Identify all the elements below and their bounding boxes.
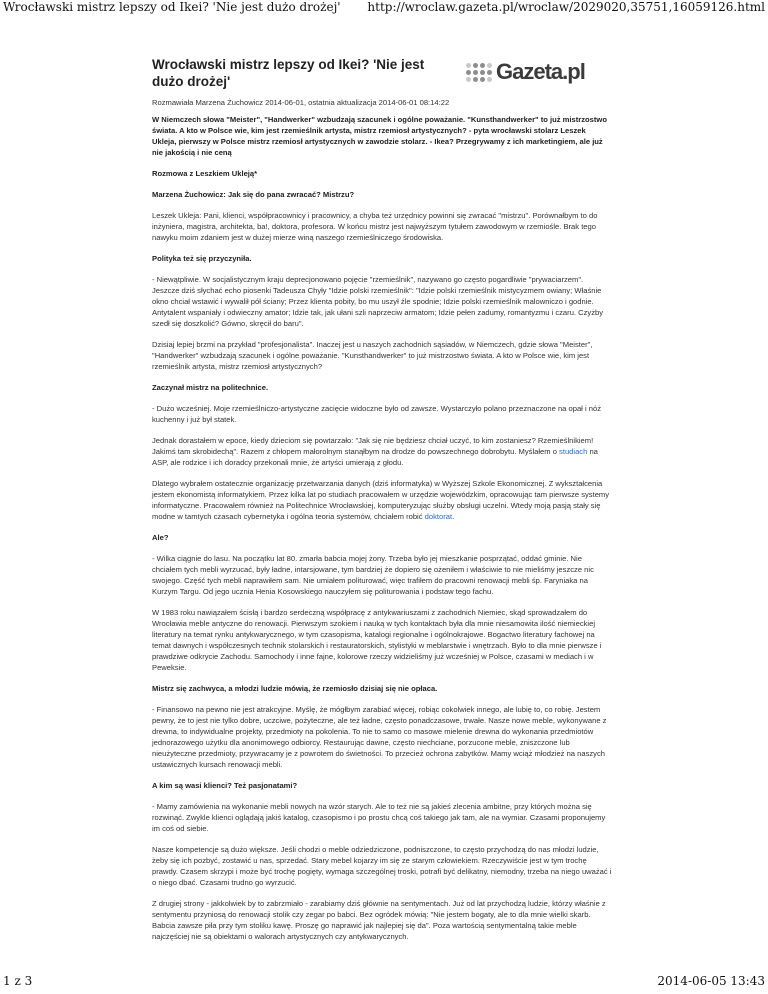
interview-intro: Rozmowa z Leszkiem Ukleją* — [152, 169, 258, 178]
article-lead: W Niemczech słowa "Meister", "Handwerker" wzbudzają szacunek i ogólne poważanie. "Kunsthandwerker" to już mistrzostwo świata. A kto w Polsce wie, kim jest rzemieślnik artysta, mistrz rzemiosł artystycznych? - pyta wrocławski stolarz Leszek Ukleja, pierwszy w Polsce mistrz rzemiosł artystycznych w zawodzie stolarz. - Ikea? Przegrywamy z ich marketingiem, ale już nie jakością i nie ceną — [152, 115, 607, 157]
answer: - Finansowo na pewno nie jest atrakcyjne. Myślę, że mógłbym zarabiać więcej, robiąc cokolwiek innego, ale lubię to, co robię. Jestem pewny, że to jest nie tylko dobre, uczciwe, pożyteczne, ale też ładne, często ponadczasowe, trwałe. Nasze nowe meble, wykonywane z drewna, to indywidualne projekty, przedmioty na pokolenia. To nie to samo co masowe mielenie drewna do wykonania przedmiotów jednorazowego użytku dla anonimowego odbiorcy. Restaurując dawne, często niechciane, porzucone meble, zniszczone lub nieużyteczne przedmioty, przywracamy je z powrotem do świetności. To przecież ochrona zabytków. Mamy wciąż młodzież na naszych ustawicznych kursach renowacji mebli. — [152, 705, 607, 769]
print-header-title: Wrocławski mistrz lepszy od Ikei? 'Nie jest dużo drożej' — [3, 0, 341, 14]
logo-dots-icon — [466, 63, 492, 82]
answer — [152, 435, 612, 468]
question: Polityka też się przyczyniła. — [152, 254, 252, 263]
answer: Leszek Ukleja: Pani, klienci, współpracownicy i pracownicy, a chyba też urzędnicy powinni się zwracać "mistrzu". Porównałbym to do inżyniera, magistra, architekta, ba!, doktora, profesora. W końcu mistrz jest najwyższym tytułem zawodowym w rzemiośle. Brak tego nawyku moim zdaniem jest w dużej mierze winą naszego rzemieślniczego środowiska. — [152, 211, 598, 242]
question: Mistrz się zachwyca, a młodzi ludzie mówią, że rzemiosło dzisiaj się nie opłaca. — [152, 684, 438, 693]
answer: - Wilka ciągnie do lasu. Na początku lat 80. zmarła babcia mojej żony. Trzeba było jej mieszkanie posprzątać, oddać gminie. Nie chciałem tych mebli wyrzucać, były ładne, intarsjowane, tym bardziej że dopiero się ożeniłem i właściwie to nie mieliśmy jeszcze nic swojego. Część tych mebli naprawiłem sam. Nie umiałem politurować, więc trafiłem do pracowni renowacji mebli śp. Faryniaka na Kurzym Targu. Od jego ucznia Henia Kosowskiego nauczyłem się politurowania i podstaw tego fachu. — [152, 554, 594, 596]
print-header-url: http://wroclaw.gazeta.pl/wroclaw/2029020,35751,16059126.html — [367, 0, 765, 14]
question: Ale? — [152, 533, 169, 542]
answer-text: Dlatego wybrałem ostatecznie organizację przetwarzania danych (dziś informatyka) w Wyższej Szkole Ekonomicznej. Z wykształcenia jestem ekonomistą informatykiem. Przez kilka lat po studiach pracowałem w urzędzie wojewódzkim, opracowując tam pierwsze systemy informatyczne. Pracowałem również na Politechnice Wrocławskiej, komputeryzując służby obsługi uczelni. Wtedy moją pasją stały się modne w tamtych czasach cybernetyka i ogólna teoria systemów, chciałem robić — [152, 479, 610, 521]
question: Zaczynał mistrz na politechnice. — [152, 383, 269, 392]
answer: Dzisiaj lepiej brzmi na przykład "profesjonalista". Inaczej jest u naszych zachodnich sąsiadów, w Niemczech, gdzie słowa "Meister", "Handwerker" wzbudzają szacunek i ogólne poważanie. "Kunsthandwerker" to już mistrzostwo świata. A kto w Polsce wie, kim jest rzemieślnik artysta, mistrz rzemiosł artystycznych? — [152, 340, 593, 371]
answer-text: na ASP, ale rodzice i ich doradcy przekonali mnie, że artyści umierają z głodu. — [152, 447, 598, 467]
answer: - Mamy zamówienia na wykonanie mebli nowych na wzór starych. Ale to też nie są jakieś zlecenia ambitne, przy których można się rozwinąć. Zwykle klienci oglądają jakiś katalog, czasopismo i po prostu chcą coś takiego jak tam, ale na wymiar. Czasami proponujemy im coś od siebie. — [152, 802, 606, 833]
doktorat-link[interactable]: doktorat — [424, 512, 453, 521]
answer: - Dużo wcześniej. Moje rzemieślniczo-artystyczne zacięcie widoczne było od zawsze. Wystarczyło polano przeznaczone na opał i nóż kuchenny i już był statek. — [152, 404, 602, 424]
answer: W 1983 roku nawiązałem ścisłą i bardzo serdeczną współpracę z antykwariuszami z zachodnich Niemiec, skąd sprowadzałem do Wrocławia meble antyczne do renowacji. Pierwszym szokiem i nauką w tych kontaktach była dla mnie niesamowita ilość niemieckiej literatury na temat rynku antykwarycznego, w tym czasopisma, katalogi regionalne i ogólnokrajowe. Bogactwo literatury fachowej na temat dawnych i współczesnych technik stolarskich i restauratorskich, stylistyki w meblarstwie i wnętrzach. Było to dla mnie pierwsze i prawdziwe odkrycie Zachodu. Samochody i inne fajne, kolorowe rzeczy widzieliśmy już wcześniej w Polsce, czasami w mediach i w Peweksie. — [152, 608, 602, 672]
answer: - Niewątpliwie. W socjalistycznym kraju deprecjonowano pojęcie "rzemieślnik", nazywano go często pogardliwie "prywaciarzem". Jeszcze dziś słychać echo piosenki Tadeusza Chyły "Idzie polski rzemieślnik": "Idzie polski rzemieślnik mistycyzmem owiany; Właśnie okno chciał wstawić i wywalił pół ściany; Przez klienta pobity, bo mu uszył źle spodnie; Idzie polski rzemieślnik malowniczo i godnie. Antytalent wspaniały i odwieczny amator; Idzie tak, jak ułani szli naprzeciw armatom; Idzie pełen zadumy, romantyzmu i czaru. Czyżby szedł się doszkolić? Gówno, skręcił do baru". — [152, 275, 604, 328]
article-title: Wrocławski mistrz lepszy od Ikei? 'Nie jest dużo drożej' — [152, 57, 425, 89]
question: A kim są wasi klienci? Też pasjonatami? — [152, 781, 298, 790]
answer-text: . — [452, 512, 455, 521]
answer: Nasze kompetencje są dużo większe. Jeśli chodzi o meble odziedziczone, podniszczone, to często przychodzą do nas młodzi ludzie, żeby się ich pozbyć, zostawić u nas, sprzedać. Stary mebel kojarzy im się ze starym człowiekiem. Rzeczywiście jest w tym trochę prawdy. Czasem skrzypi i może być trochę pogięty, wymaga szczególnej troski, potrafi być delikatny, niemodny, trzeba na niego uważać i o niego dbać. Czasami trudno go wyrzucić. — [152, 845, 612, 887]
studia-link[interactable]: studiach — [559, 447, 588, 456]
answer-text: Jednak dorastałem w epoce, kiedy dzieciom się powtarzało: "Jak się nie będziesz chciał uczyć, to kim zostaniesz? Rzemieślnikiem! Jakimś tam skrobidechą". Razem z chłopem małorolnym stanąłbym na drodze do powszechnego dobrobytu. Myślałem o — [152, 436, 594, 456]
article-body — [152, 114, 612, 952]
article-byline: Rozmawiała Marzena Żuchowicz 2014-06-01, ostatnia aktualizacja 2014-06-01 08:14:22 — [152, 98, 450, 107]
question: Marzena Żuchowicz: Jak się do pana zwracać? Mistrzu? — [152, 190, 355, 199]
gazeta-logo[interactable] — [466, 59, 585, 85]
logo-text: Gazeta.pl — [496, 59, 585, 84]
print-datetime: 2014-06-05 13:43 — [657, 974, 765, 988]
page-count: 1 z 3 — [3, 974, 33, 988]
answer: Z drugiej strony - jakkolwiek by to zabrzmiało - zarabiamy dziś głównie na sentymentach. Już od lat przychodzą ludzie, którzy właśnie z sentymentu przyniosą do renowacji stolik czy zegar po babci. Bez ogródek mówią: "Nie jestem bogaty, ale to dla mnie wielki skarb. Babcia zawsze piła przy tym stoliku kawę. Proszę go naprawić jak najlepiej się da". Poza wartością sentymentalną takie meble najczęściej nie są obiektami o walorach artystycznych czy antykwarycznych. — [152, 899, 606, 941]
answer — [152, 478, 612, 522]
